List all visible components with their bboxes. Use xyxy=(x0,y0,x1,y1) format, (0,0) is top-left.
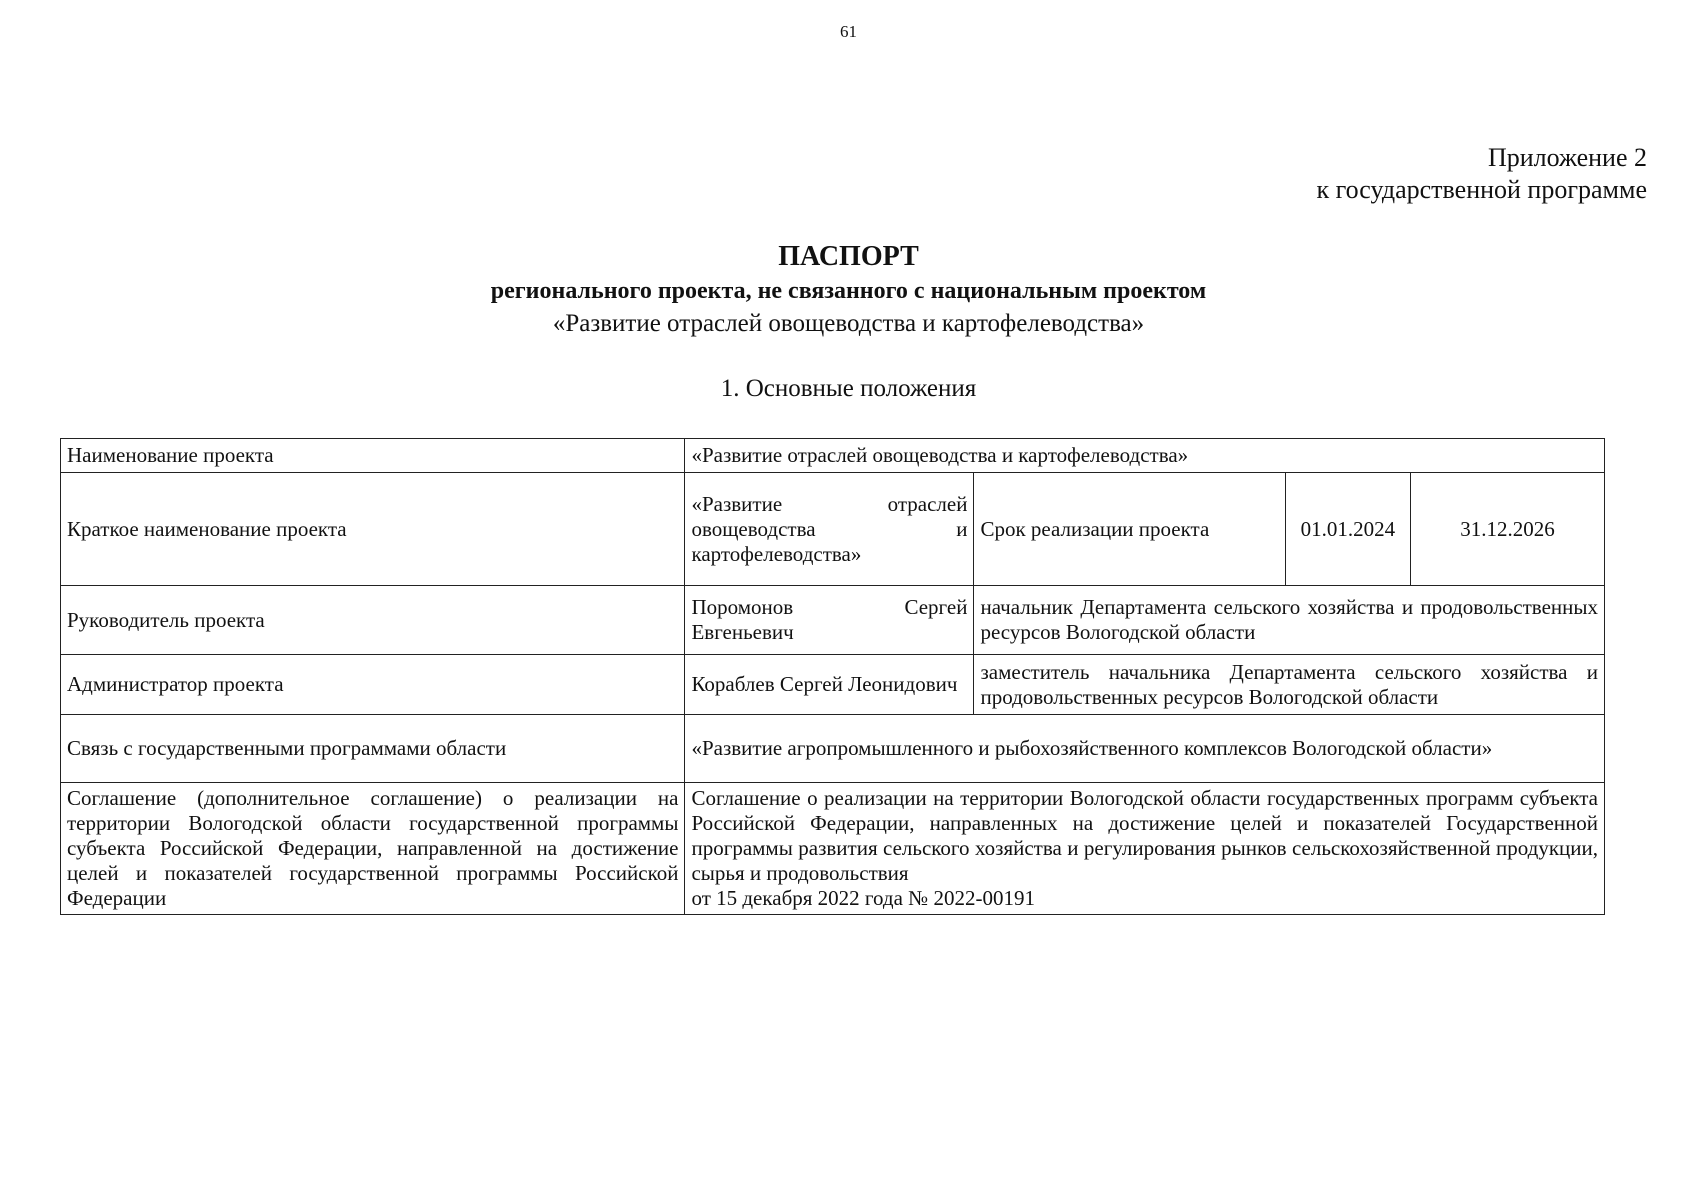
end-date: 31.12.2026 xyxy=(1410,473,1604,586)
row-value-agreement xyxy=(685,783,1605,915)
row-value-project-name: «Развитие отраслей овощеводства и картофелеводства» xyxy=(685,439,1605,473)
table-row xyxy=(61,473,1605,586)
title-project-name: «Развитие отраслей овощеводства и картофелеводства» xyxy=(552,310,1145,337)
section-title: 1. Основные положения xyxy=(720,375,977,402)
head-position: начальник Департамента сельского хозяйства и продовольственных ресурсов Вологодской области xyxy=(974,586,1605,655)
table-row xyxy=(61,715,1605,783)
head-name: Поромонов Сергей Евгеньевич xyxy=(685,586,974,655)
title-main: ПАСПОРТ xyxy=(778,241,919,272)
administrator-name: Кораблев Сергей Леонидович xyxy=(685,655,974,715)
page-number: 61 xyxy=(840,22,857,41)
row-label-agreement: Соглашение (дополнительное соглашение) о реализации на территории Вологодской области государственной программы субъекта Российской Федерации, направленной на достижение целей и показателей государственной программы Российской Федерации xyxy=(61,783,685,915)
appendix-line-1: Приложение 2 xyxy=(1487,143,1647,172)
appendix-line-2: к государственной программе xyxy=(1316,175,1647,204)
agreement-text: Соглашение о реализации на территории Вологодской области государственных программ субъекта Российской Федерации, направленных на достижение целей и показателей Государственной программы развития сельского хозяйства и регулирования рынков сельскохозяйственной продукции, сырья и продовольствия xyxy=(691,786,1598,885)
row-value-short-name: «Развитие отраслей овощеводства и картофелеводства» xyxy=(685,473,974,586)
period-label: Срок реализации проекта xyxy=(974,473,1285,586)
passport-table xyxy=(60,438,1605,915)
row-label-programs: Связь с государственными программами области xyxy=(61,715,685,783)
table-row xyxy=(61,655,1605,715)
row-label-project-name: Наименование проекта xyxy=(61,439,685,473)
row-label-head: Руководитель проекта xyxy=(61,586,685,655)
administrator-position: заместитель начальника Департамента сельского хозяйства и продовольственных ресурсов Вологодской области xyxy=(974,655,1605,715)
row-label-short-name: Краткое наименование проекта xyxy=(61,473,685,586)
start-date: 01.01.2024 xyxy=(1285,473,1410,586)
table-row xyxy=(61,586,1605,655)
table-row xyxy=(61,439,1605,473)
table-row xyxy=(61,783,1605,915)
agreement-date: от 15 декабря 2022 года № 2022-00191 xyxy=(691,886,1035,910)
title-subtitle: регионального проекта, не связанного с национальным проектом xyxy=(490,278,1207,304)
appendix-note xyxy=(1317,142,1648,206)
row-label-administrator: Администратор проекта xyxy=(61,655,685,715)
document-title xyxy=(0,240,1697,340)
row-value-programs: «Развитие агропромышленного и рыбохозяйственного комплексов Вологодской области» xyxy=(685,715,1605,783)
